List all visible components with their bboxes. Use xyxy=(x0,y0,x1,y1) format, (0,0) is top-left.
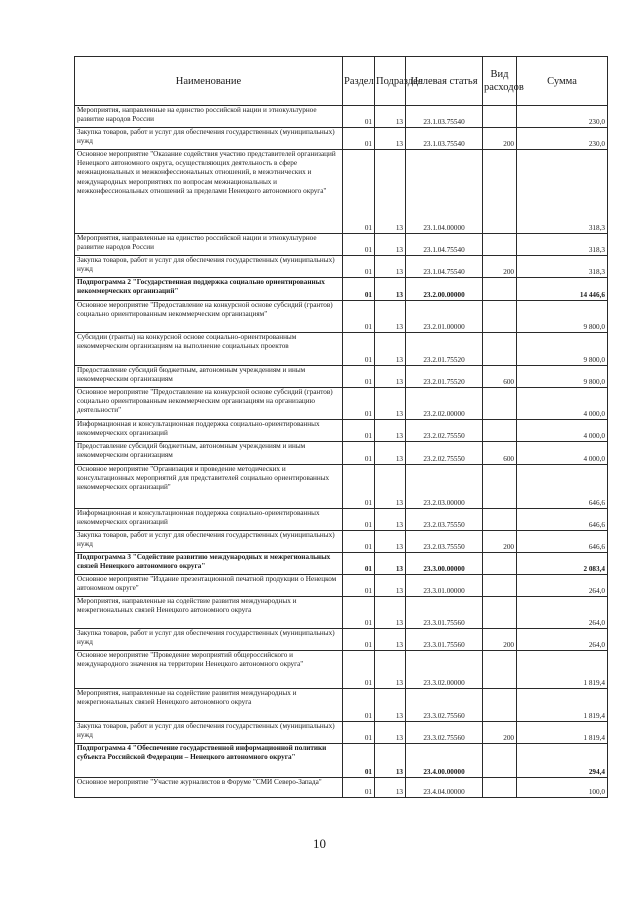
cell-target: 23.2.01.00000 xyxy=(406,301,483,333)
cell-expense-type xyxy=(483,553,517,575)
cell-expense-type xyxy=(483,234,517,256)
cell-name: Мероприятия, направленные на содействие развития международных и межрегиональных связей Ненецкого автономного округа xyxy=(75,597,343,629)
cell-sum: 1 819,4 xyxy=(517,722,608,744)
cell-section: 01 xyxy=(343,106,375,128)
table-row xyxy=(75,366,608,388)
table-row xyxy=(75,465,608,509)
cell-target: 23.1.04.75540 xyxy=(406,256,483,278)
cell-name: Информационная и консультационная поддержка социально-ориентированных некоммерческих организаций xyxy=(75,509,343,531)
cell-section: 01 xyxy=(343,278,375,301)
cell-target: 23.3.02.00000 xyxy=(406,651,483,689)
cell-name: Информационная и консультационная поддержка социально-ориентированных некоммерческих организаций xyxy=(75,420,343,442)
cell-subsection: 13 xyxy=(375,722,406,744)
cell-section: 01 xyxy=(343,509,375,531)
cell-expense-type: 600 xyxy=(483,366,517,388)
cell-name: Подпрограмма 4 "Обеспечение государственной информационной политики субъекта Российской Федерации – Ненецкого автономного округа" xyxy=(75,744,343,778)
cell-target: 23.1.03.75540 xyxy=(406,106,483,128)
cell-target: 23.2.02.75550 xyxy=(406,442,483,465)
table-row xyxy=(75,106,608,128)
cell-subsection: 13 xyxy=(375,150,406,234)
cell-expense-type xyxy=(483,509,517,531)
table-row xyxy=(75,722,608,744)
cell-name: Закупка товаров, работ и услуг для обеспечения государственных (муниципальных) нужд xyxy=(75,531,343,553)
cell-name: Закупка товаров, работ и услуг для обеспечения государственных (муниципальных) нужд xyxy=(75,128,343,150)
cell-subsection: 13 xyxy=(375,597,406,629)
cell-target: 23.2.02.75550 xyxy=(406,420,483,442)
table-row xyxy=(75,256,608,278)
cell-sum: 9 800,0 xyxy=(517,333,608,366)
cell-subsection: 13 xyxy=(375,366,406,388)
table-row xyxy=(75,150,608,234)
cell-sum: 4 000,0 xyxy=(517,442,608,465)
cell-subsection: 13 xyxy=(375,509,406,531)
cell-target: 23.2.02.00000 xyxy=(406,388,483,420)
table-row xyxy=(75,442,608,465)
cell-name: Мероприятия, направленные на единство российской нации и этнокультурное развитие народов России xyxy=(75,106,343,128)
cell-expense-type xyxy=(483,689,517,722)
cell-name: Закупка товаров, работ и услуг для обеспечения государственных (муниципальных) нужд xyxy=(75,256,343,278)
cell-target: 23.2.03.75550 xyxy=(406,509,483,531)
cell-sum: 646,6 xyxy=(517,465,608,509)
table-row xyxy=(75,689,608,722)
cell-expense-type xyxy=(483,106,517,128)
cell-section: 01 xyxy=(343,256,375,278)
table-row xyxy=(75,629,608,651)
cell-expense-type xyxy=(483,778,517,798)
cell-section: 01 xyxy=(343,333,375,366)
table-row xyxy=(75,333,608,366)
cell-sum: 646,6 xyxy=(517,531,608,553)
cell-section: 01 xyxy=(343,301,375,333)
cell-section: 01 xyxy=(343,234,375,256)
cell-subsection: 13 xyxy=(375,442,406,465)
cell-target: 23.3.00.00000 xyxy=(406,553,483,575)
cell-section: 01 xyxy=(343,128,375,150)
cell-expense-type xyxy=(483,333,517,366)
header-name: Наименование xyxy=(75,57,343,106)
cell-subsection: 13 xyxy=(375,234,406,256)
cell-section: 01 xyxy=(343,575,375,597)
cell-subsection: 13 xyxy=(375,256,406,278)
cell-section: 01 xyxy=(343,689,375,722)
cell-section: 01 xyxy=(343,778,375,798)
cell-expense-type xyxy=(483,651,517,689)
cell-sum: 1 819,4 xyxy=(517,689,608,722)
cell-section: 01 xyxy=(343,465,375,509)
cell-name: Основное мероприятие "Предоставление на конкурсной основе субсидий (грантов) социально ориентированным некоммерческим организациям на организацию деятельности" xyxy=(75,388,343,420)
cell-sum: 264,0 xyxy=(517,575,608,597)
cell-target: 23.4.04.00000 xyxy=(406,778,483,798)
cell-target: 23.2.01.75520 xyxy=(406,333,483,366)
cell-section: 01 xyxy=(343,442,375,465)
cell-subsection: 13 xyxy=(375,531,406,553)
cell-subsection: 13 xyxy=(375,301,406,333)
cell-target: 23.2.01.75520 xyxy=(406,366,483,388)
cell-subsection: 13 xyxy=(375,333,406,366)
cell-subsection: 13 xyxy=(375,553,406,575)
cell-sum: 264,0 xyxy=(517,629,608,651)
cell-target: 23.2.00.00000 xyxy=(406,278,483,301)
table-row xyxy=(75,509,608,531)
cell-subsection: 13 xyxy=(375,465,406,509)
cell-section: 01 xyxy=(343,722,375,744)
cell-expense-type xyxy=(483,150,517,234)
page-number: 10 xyxy=(313,836,326,851)
cell-sum: 646,6 xyxy=(517,509,608,531)
cell-target: 23.2.03.75550 xyxy=(406,531,483,553)
cell-subsection: 13 xyxy=(375,778,406,798)
cell-sum: 100,0 xyxy=(517,778,608,798)
cell-name: Основное мероприятие "Организация и проведение методических и консультационных мероприятий для представителей социально ориентированных некоммерческих организаций" xyxy=(75,465,343,509)
budget-table xyxy=(74,56,608,798)
cell-expense-type: 200 xyxy=(483,128,517,150)
table-row xyxy=(75,575,608,597)
header-section: Раздел xyxy=(343,57,375,106)
cell-target: 23.3.01.75560 xyxy=(406,629,483,651)
table-row xyxy=(75,420,608,442)
cell-sum: 1 819,4 xyxy=(517,651,608,689)
cell-name: Основное мероприятие "Оказание содействия участию представителей организаций Ненецкого автономного округа, осуществляющих деятельность в сфере межнациональных и межконфессиональных отношений, в межэтнических и международных мероприятиях по вопросам межнациональных и межконфессиональных отношений за пределами Ненецкого автономного округа" xyxy=(75,150,343,234)
table-row xyxy=(75,651,608,689)
cell-target: 23.4.00.00000 xyxy=(406,744,483,778)
cell-target: 23.1.04.75540 xyxy=(406,234,483,256)
cell-sum: 4 000,0 xyxy=(517,388,608,420)
cell-name: Основное мероприятие "Проведение мероприятий общероссийского и международного значения на территории Ненецкого автономного округа" xyxy=(75,651,343,689)
cell-expense-type xyxy=(483,597,517,629)
cell-sum: 14 446,6 xyxy=(517,278,608,301)
cell-sum: 318,3 xyxy=(517,150,608,234)
cell-expense-type xyxy=(483,301,517,333)
cell-target: 23.3.02.75560 xyxy=(406,722,483,744)
cell-sum: 318,3 xyxy=(517,234,608,256)
cell-target: 23.3.02.75560 xyxy=(406,689,483,722)
cell-sum: 230,0 xyxy=(517,106,608,128)
cell-name: Подпрограмма 3 "Содействие развитию международных и межрегиональных связей Ненецкого автономного округа" xyxy=(75,553,343,575)
cell-target: 23.2.03.00000 xyxy=(406,465,483,509)
table-row xyxy=(75,744,608,778)
header-sum: Сумма xyxy=(517,57,608,106)
table-row xyxy=(75,301,608,333)
cell-expense-type: 200 xyxy=(483,256,517,278)
cell-section: 01 xyxy=(343,388,375,420)
cell-name: Закупка товаров, работ и услуг для обеспечения государственных (муниципальных) нужд xyxy=(75,722,343,744)
cell-expense-type xyxy=(483,388,517,420)
cell-section: 01 xyxy=(343,553,375,575)
cell-subsection: 13 xyxy=(375,128,406,150)
cell-sum: 9 800,0 xyxy=(517,301,608,333)
cell-expense-type: 200 xyxy=(483,531,517,553)
cell-expense-type: 600 xyxy=(483,442,517,465)
cell-section: 01 xyxy=(343,744,375,778)
table-row xyxy=(75,278,608,301)
cell-subsection: 13 xyxy=(375,689,406,722)
cell-sum: 294,4 xyxy=(517,744,608,778)
cell-expense-type: 200 xyxy=(483,629,517,651)
table-row xyxy=(75,234,608,256)
cell-sum: 318,3 xyxy=(517,256,608,278)
cell-name: Основное мероприятие "Предоставление на конкурсной основе субсидий (грантов) социально ориентированным некоммерческим организациям" xyxy=(75,301,343,333)
cell-sum: 2 083,4 xyxy=(517,553,608,575)
cell-name: Основное мероприятие "Издание презентационной печатной продукции о Ненецком автономном округе" xyxy=(75,575,343,597)
cell-expense-type xyxy=(483,465,517,509)
cell-section: 01 xyxy=(343,651,375,689)
cell-expense-type: 200 xyxy=(483,722,517,744)
table-row xyxy=(75,388,608,420)
cell-sum: 264,0 xyxy=(517,597,608,629)
cell-expense-type xyxy=(483,278,517,301)
cell-sum: 9 800,0 xyxy=(517,366,608,388)
header-expense-type: Вид расходов xyxy=(483,57,517,106)
cell-target: 23.3.01.00000 xyxy=(406,575,483,597)
cell-target: 23.3.01.75560 xyxy=(406,597,483,629)
cell-name: Предоставление субсидий бюджетным, автономным учреждениям и иным некоммерческим организациям xyxy=(75,366,343,388)
cell-target: 23.1.03.75540 xyxy=(406,128,483,150)
cell-subsection: 13 xyxy=(375,744,406,778)
cell-sum: 230,0 xyxy=(517,128,608,150)
cell-expense-type xyxy=(483,744,517,778)
cell-subsection: 13 xyxy=(375,106,406,128)
table-header-row xyxy=(75,57,608,106)
cell-sum: 4 000,0 xyxy=(517,420,608,442)
cell-name: Основное мероприятие "Участие журналистов в Форуме "СМИ Северо-Запада" xyxy=(75,778,343,798)
table-body xyxy=(75,106,608,798)
cell-target: 23.1.04.00000 xyxy=(406,150,483,234)
cell-subsection: 13 xyxy=(375,575,406,597)
cell-subsection: 13 xyxy=(375,388,406,420)
table-row xyxy=(75,553,608,575)
cell-section: 01 xyxy=(343,150,375,234)
header-target: Целевая статья xyxy=(406,57,483,106)
cell-subsection: 13 xyxy=(375,278,406,301)
cell-subsection: 13 xyxy=(375,420,406,442)
table-row xyxy=(75,778,608,798)
cell-section: 01 xyxy=(343,629,375,651)
cell-subsection: 13 xyxy=(375,629,406,651)
table-row xyxy=(75,531,608,553)
cell-name: Субсидии (гранты) на конкурсной основе социально-ориентированным некоммерческим организациям на выполнение социальных проектов xyxy=(75,333,343,366)
cell-name: Мероприятия, направленные на содействие развития международных и межрегиональных связей Ненецкого автономного округа xyxy=(75,689,343,722)
cell-section: 01 xyxy=(343,420,375,442)
cell-subsection: 13 xyxy=(375,651,406,689)
table-row xyxy=(75,597,608,629)
table-row xyxy=(75,128,608,150)
cell-name: Подпрограмма 2 "Государственная поддержка социально ориентированных некоммерческих организаций" xyxy=(75,278,343,301)
cell-expense-type xyxy=(483,575,517,597)
header-subsection: Подраздел xyxy=(375,57,406,106)
cell-section: 01 xyxy=(343,597,375,629)
cell-name: Мероприятия, направленные на единство российской нации и этнокультурное развитие народов России xyxy=(75,234,343,256)
cell-expense-type xyxy=(483,420,517,442)
cell-name: Закупка товаров, работ и услуг для обеспечения государственных (муниципальных) нужд xyxy=(75,629,343,651)
cell-section: 01 xyxy=(343,366,375,388)
cell-section: 01 xyxy=(343,531,375,553)
cell-name: Предоставление субсидий бюджетным, автономным учреждениям и иным некоммерческим организациям xyxy=(75,442,343,465)
